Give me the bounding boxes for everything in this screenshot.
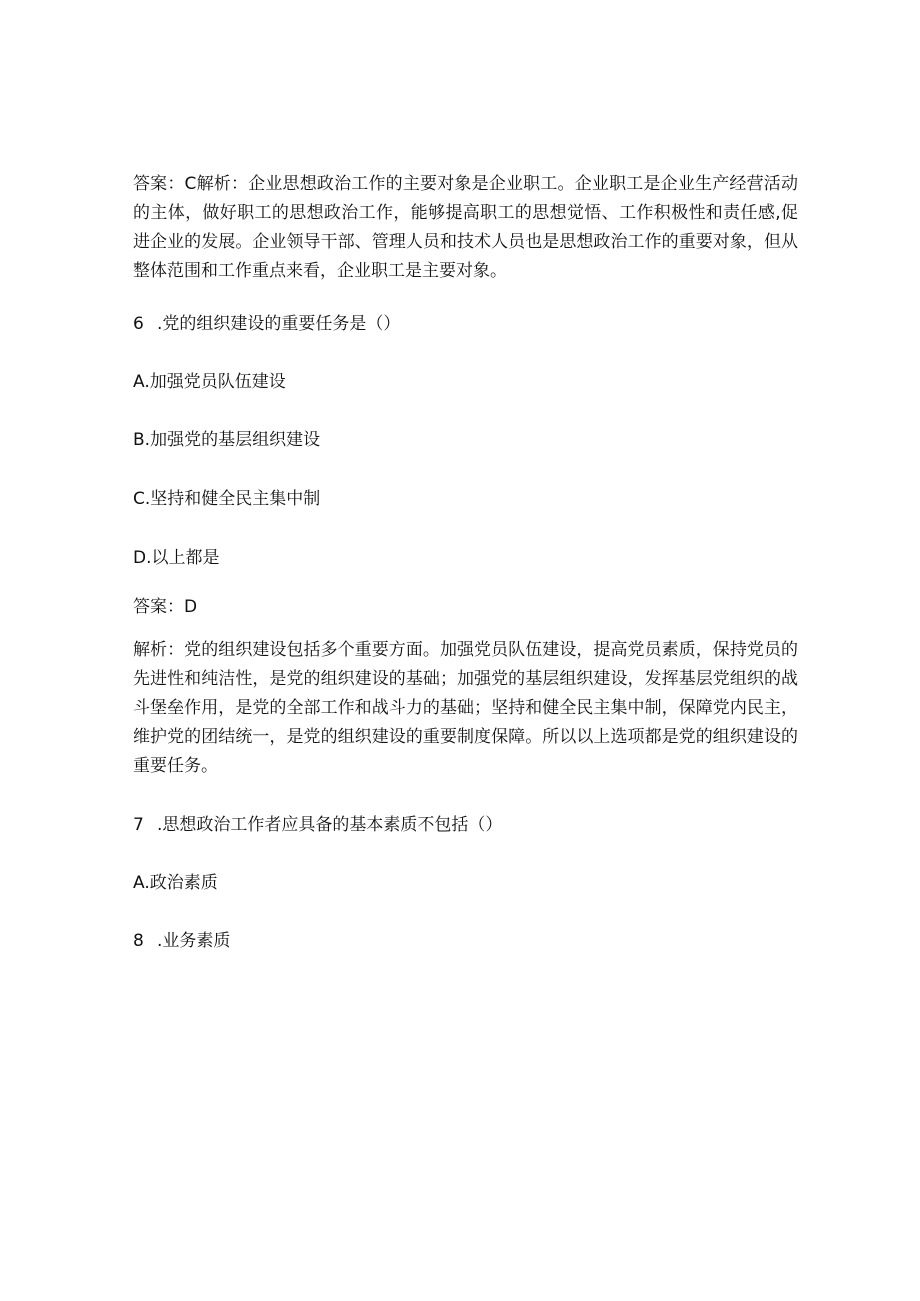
question-6-stem: .党的组织建设的重要任务是（） (157, 314, 401, 334)
question-7-option-a: A.政治素质 (133, 873, 218, 893)
question-6 (133, 310, 798, 339)
question-6-number: 6 (133, 314, 144, 334)
question-7-number: 7 (133, 815, 144, 835)
question-6-option-c: C.坚持和健全民主集中制 (133, 489, 321, 509)
question-7 (133, 811, 798, 840)
answer-explanation-q5: 答案：C解析：企业思想政治工作的主要对象是企业职工。企业职工是企业生产经营活动的主体，做好职工的思想政治工作，能够提高职工的思想觉悟、工作积极性和责任感,促进企业的发展。企业领导干部、管理人员和技术人员也是思想政治工作的重要对象，但从整体范围和工作重点来看，企业职工是主要对象。 (133, 174, 798, 281)
question-8-stem: .业务素质 (157, 931, 231, 951)
question-7-stem: .思想政治工作者应具备的基本素质不包括（） (157, 815, 503, 835)
question-6-option-d: D.以上都是 (133, 548, 220, 568)
question-6-option-b: B.加强党的基层组织建设 (133, 430, 321, 450)
question-8-number: 8 (133, 931, 144, 951)
question-8 (133, 927, 798, 956)
question-6-option-a: A.加强党员队伍建设 (133, 372, 286, 392)
question-6-answer: 答案：D (133, 597, 198, 617)
question-6-explanation: 解析：党的组织建设包括多个重要方面。加强党员队伍建设，提高党员素质，保持党员的先进性和纯洁性，是党的组织建设的基础；加强党的基层组织建设，发挥基层党组织的战斗堡垒作用，是党的全部工作和战斗力的基础；坚持和健全民主集中制，保障党内民主，维护党的团结统一，是党的组织建设的重要制度保障。所以以上选项都是党的组织建设的重要任务。 (133, 640, 798, 776)
